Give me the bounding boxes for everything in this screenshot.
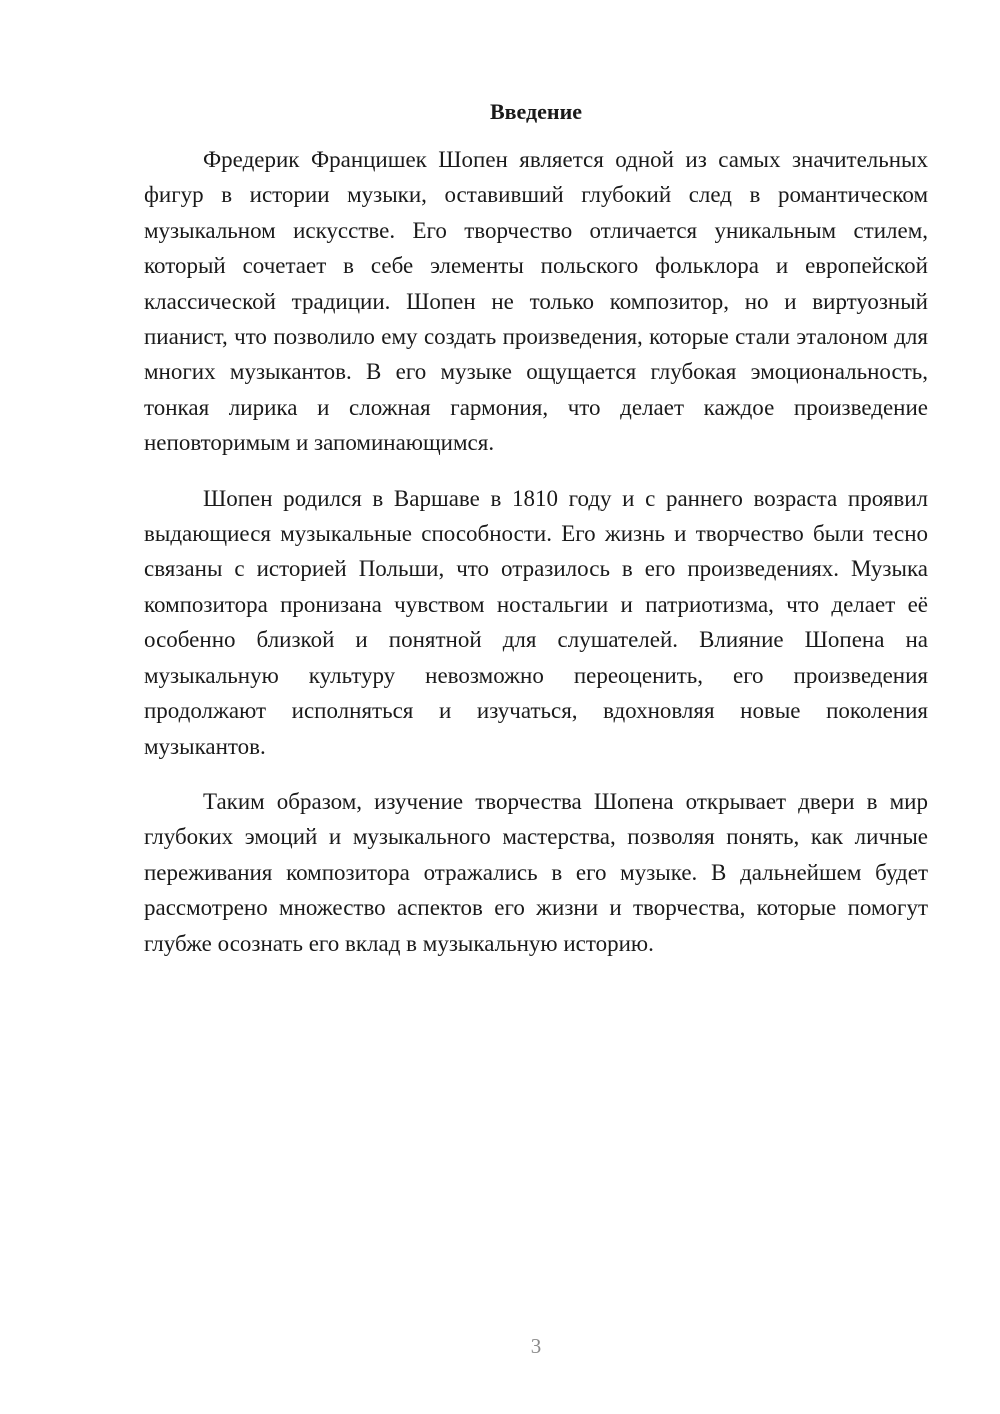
paragraph-conclusion: Таким образом, изучение творчества Шопена открывает двери в мир глубоких эмоций и музыкального мастерства, позволяя понять, как личные переживания композитора отражались в его музыке. В дальнейшем будет рассмотрено множество аспектов его жизни и творчества, которые помогут глубже осознать его вклад в музыкальную историю. xyxy=(144,788,928,956)
page-number: 3 xyxy=(530,1334,542,1358)
paragraph-biography: Шопен родился в Варшаве в 1810 году и с раннего возраста проявил выдающиеся музыкальные способности. Его жизнь и творчество были тесно связаны с историей Польши, что отразилось в его произведениях. Музыка композитора пронизана чувством ностальгии и патриотизма, что делает её особенно близкой и понятной для слушателей. Влияние Шопена на музыкальную культуру невозможно переоценить, его произведения продолжают исполняться и изучаться, вдохновляя новые поколения музыкантов. xyxy=(144,485,928,759)
section-heading: Введение xyxy=(489,99,583,124)
paragraph-intro: Фредерик Францишек Шопен является одной из самых значительных фигур в истории музыки, оставивший глубокий след в романтическом музыкальном искусстве. Его творчество отличается уникальным стилем, который сочетает в себе элементы польского фольклора и европейской классической традиции. Шопен не только композитор, но и виртуозный пианист, что позволило ему создать произведения, которые стали эталоном для многих музыкантов. В его музыке ощущается глубокая эмоциональность, тонкая лирика и сложная гармония, что делает каждое произведение неповторимым и запоминающимся. xyxy=(144,147,928,456)
body-text xyxy=(144,142,928,981)
